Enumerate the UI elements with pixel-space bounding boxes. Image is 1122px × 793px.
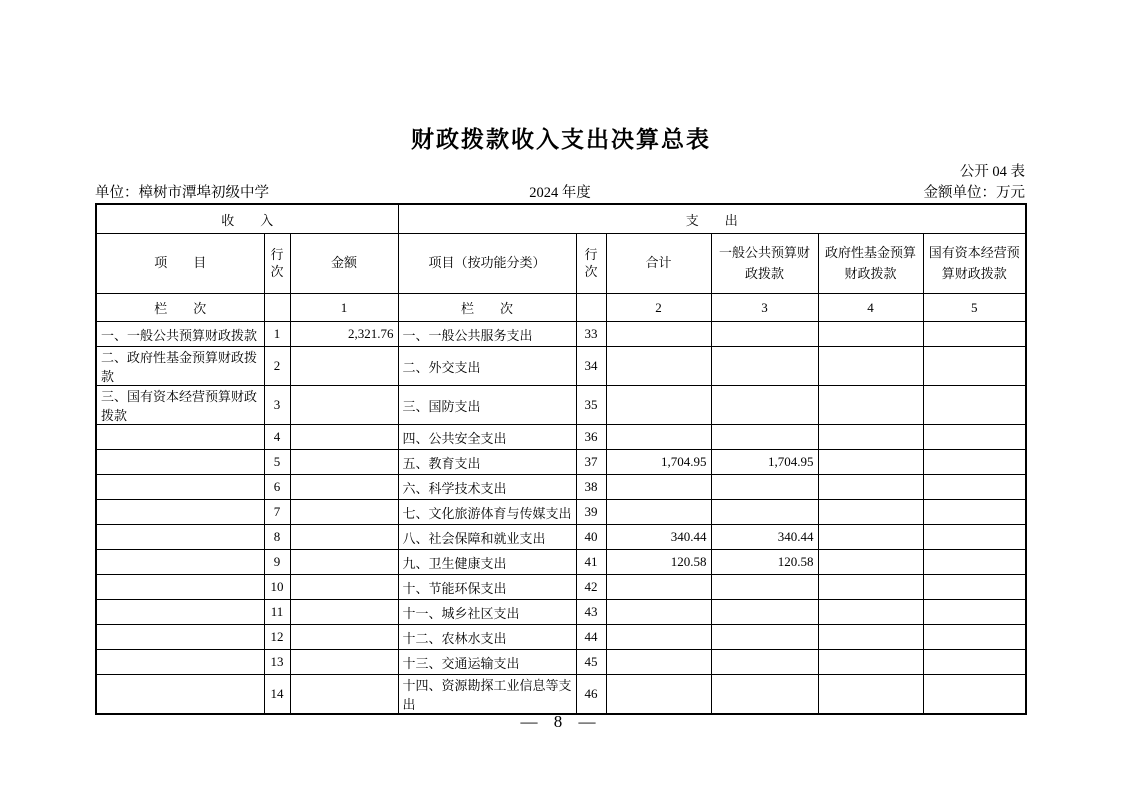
expense-capital-cell: [923, 650, 1026, 675]
expense-capital-cell: [923, 475, 1026, 500]
expense-item-cell: 六、科学技术支出: [398, 475, 576, 500]
expense-general-cell: [711, 600, 818, 625]
expense-capital-cell: [923, 347, 1026, 386]
expense-fund-cell: [818, 322, 923, 347]
income-item-cell: [96, 650, 264, 675]
income-item-cell: [96, 675, 264, 715]
income-line-cell: 13: [264, 650, 290, 675]
expense-line-cell: 35: [576, 386, 606, 425]
income-amount-header: 金额: [290, 234, 398, 294]
table-row: [96, 600, 1026, 625]
expense-line-cell: 45: [576, 650, 606, 675]
income-item-cell: 二、政府性基金预算财政拨款: [96, 347, 264, 386]
income-item-cell: [96, 575, 264, 600]
expense-fund-cell: [818, 475, 923, 500]
income-line-cell: 7: [264, 500, 290, 525]
expense-item-cell: 八、社会保障和就业支出: [398, 525, 576, 550]
expense-item-cell: 十三、交通运输支出: [398, 650, 576, 675]
expense-total-cell: [606, 575, 711, 600]
expense-fund-cell: [818, 600, 923, 625]
state-capital-index: 5: [923, 294, 1026, 322]
general-budget-header: 一般公共预算财政拨款: [711, 234, 818, 294]
income-line-header: 行次: [264, 234, 290, 294]
expense-capital-cell: [923, 550, 1026, 575]
income-amount-cell: [290, 600, 398, 625]
expense-total-cell: [606, 625, 711, 650]
income-amount-cell: [290, 625, 398, 650]
income-item-cell: [96, 600, 264, 625]
section-header-row: [96, 204, 1026, 234]
expense-line-cell: 42: [576, 575, 606, 600]
expense-total-cell: [606, 600, 711, 625]
table-row: [96, 425, 1026, 450]
total-index: 2: [606, 294, 711, 322]
expense-general-cell: [711, 425, 818, 450]
expense-item-cell: 十、节能环保支出: [398, 575, 576, 600]
income-item-cell: [96, 525, 264, 550]
expense-total-cell: 340.44: [606, 525, 711, 550]
expense-line-cell: 43: [576, 600, 606, 625]
income-line-cell: 11: [264, 600, 290, 625]
expense-capital-cell: [923, 500, 1026, 525]
expense-line-cell: 40: [576, 525, 606, 550]
income-amount-cell: [290, 450, 398, 475]
fiscal-summary-table: [95, 203, 1027, 715]
expense-item-cell: 七、文化旅游体育与传媒支出: [398, 500, 576, 525]
expense-total-cell: [606, 475, 711, 500]
expense-total-cell: [606, 386, 711, 425]
income-line-cell: 6: [264, 475, 290, 500]
expense-section-header: 支 出: [398, 204, 1026, 234]
column-index-row: [96, 294, 1026, 322]
expense-total-cell: [606, 347, 711, 386]
expense-total-cell: 1,704.95: [606, 450, 711, 475]
table-row: [96, 575, 1026, 600]
income-line-cell: 1: [264, 322, 290, 347]
table-row: [96, 525, 1026, 550]
expense-general-cell: [711, 675, 818, 715]
expense-line-cell: 34: [576, 347, 606, 386]
general-budget-index: 3: [711, 294, 818, 322]
expense-fund-cell: [818, 525, 923, 550]
income-section-header: 收 入: [96, 204, 398, 234]
income-item-cell: [96, 625, 264, 650]
expense-item-index: 栏 次: [398, 294, 576, 322]
expense-item-cell: 五、教育支出: [398, 450, 576, 475]
expense-item-cell: 九、卫生健康支出: [398, 550, 576, 575]
expense-total-cell: [606, 675, 711, 715]
expense-fund-cell: [818, 650, 923, 675]
income-line-cell: 3: [264, 386, 290, 425]
expense-total-cell: [606, 650, 711, 675]
expense-item-header: 项目（按功能分类）: [398, 234, 576, 294]
expense-general-cell: 120.58: [711, 550, 818, 575]
income-line-cell: 5: [264, 450, 290, 475]
expense-item-cell: 十四、资源勘探工业信息等支出: [398, 675, 576, 715]
expense-line-index: [576, 294, 606, 322]
expense-capital-cell: [923, 425, 1026, 450]
income-line-cell: 10: [264, 575, 290, 600]
expense-capital-cell: [923, 600, 1026, 625]
expense-capital-cell: [923, 450, 1026, 475]
table-row: [96, 347, 1026, 386]
expense-line-cell: 33: [576, 322, 606, 347]
expense-fund-cell: [818, 625, 923, 650]
expense-item-cell: 四、公共安全支出: [398, 425, 576, 450]
income-amount-cell: [290, 525, 398, 550]
expense-line-cell: 37: [576, 450, 606, 475]
expense-general-cell: [711, 386, 818, 425]
expense-fund-cell: [818, 450, 923, 475]
income-item-cell: 三、国有资本经营预算财政拨款: [96, 386, 264, 425]
expense-total-cell: [606, 322, 711, 347]
expense-item-cell: 十一、城乡社区支出: [398, 600, 576, 625]
expense-general-cell: 340.44: [711, 525, 818, 550]
income-line-index: [264, 294, 290, 322]
income-line-cell: 9: [264, 550, 290, 575]
income-amount-cell: 2,321.76: [290, 322, 398, 347]
amount-unit-label: 金额单位：万元: [923, 185, 1025, 201]
table-row: [96, 550, 1026, 575]
column-header-row: [96, 234, 1026, 294]
unit-label: 单位：樟树市潭埠初级中学: [95, 185, 269, 201]
income-amount-cell: [290, 475, 398, 500]
gov-fund-header: 政府性基金预算财政拨款: [818, 234, 923, 294]
income-amount-cell: [290, 675, 398, 715]
table-row: [96, 322, 1026, 347]
expense-general-cell: [711, 475, 818, 500]
expense-capital-cell: [923, 525, 1026, 550]
income-line-cell: 2: [264, 347, 290, 386]
expense-capital-cell: [923, 386, 1026, 425]
expense-item-cell: 一、一般公共服务支出: [398, 322, 576, 347]
table-row: [96, 450, 1026, 475]
expense-item-cell: 十二、农林水支出: [398, 625, 576, 650]
expense-line-cell: 44: [576, 625, 606, 650]
income-item-cell: [96, 425, 264, 450]
doc-code: 公开 04 表: [959, 164, 1025, 180]
table-row: [96, 386, 1026, 425]
meta-line: [95, 181, 1025, 201]
expense-fund-cell: [818, 675, 923, 715]
expense-line-header: 行次: [576, 234, 606, 294]
table-row: [96, 675, 1026, 715]
income-item-cell: [96, 450, 264, 475]
income-line-cell: 12: [264, 625, 290, 650]
income-item-header: 项 目: [96, 234, 264, 294]
page-number: — 8 —: [520, 712, 602, 731]
expense-general-cell: [711, 322, 818, 347]
table-row: [96, 500, 1026, 525]
expense-general-cell: 1,704.95: [711, 450, 818, 475]
page-title: 财政拨款收入支出决算总表: [411, 126, 711, 152]
table-row: [96, 650, 1026, 675]
expense-general-cell: [711, 500, 818, 525]
expense-fund-cell: [818, 386, 923, 425]
expense-general-cell: [711, 650, 818, 675]
income-amount-cell: [290, 650, 398, 675]
income-item-cell: [96, 475, 264, 500]
expense-item-cell: 二、外交支出: [398, 347, 576, 386]
expense-capital-cell: [923, 575, 1026, 600]
income-amount-index: 1: [290, 294, 398, 322]
income-amount-cell: [290, 386, 398, 425]
expense-fund-cell: [818, 500, 923, 525]
table-row: [96, 625, 1026, 650]
income-item-cell: [96, 500, 264, 525]
expense-total-cell: [606, 425, 711, 450]
income-amount-cell: [290, 550, 398, 575]
expense-total-cell: [606, 500, 711, 525]
income-amount-cell: [290, 575, 398, 600]
table-row: [96, 475, 1026, 500]
expense-general-cell: [711, 347, 818, 386]
expense-fund-cell: [818, 575, 923, 600]
expense-total-cell: 120.58: [606, 550, 711, 575]
income-amount-cell: [290, 347, 398, 386]
income-item-cell: 一、一般公共预算财政拨款: [96, 322, 264, 347]
expense-fund-cell: [818, 425, 923, 450]
income-line-cell: 8: [264, 525, 290, 550]
expense-capital-cell: [923, 675, 1026, 715]
expense-capital-cell: [923, 322, 1026, 347]
income-item-cell: [96, 550, 264, 575]
income-amount-cell: [290, 500, 398, 525]
expense-line-cell: 46: [576, 675, 606, 715]
expense-capital-cell: [923, 625, 1026, 650]
state-capital-header: 国有资本经营预算财政拨款: [923, 234, 1026, 294]
income-item-index: 栏 次: [96, 294, 264, 322]
expense-line-cell: 38: [576, 475, 606, 500]
expense-fund-cell: [818, 550, 923, 575]
expense-line-cell: 41: [576, 550, 606, 575]
period-label: 2024 年度: [529, 185, 591, 201]
income-amount-cell: [290, 425, 398, 450]
gov-fund-index: 4: [818, 294, 923, 322]
income-line-cell: 14: [264, 675, 290, 715]
expense-line-cell: 36: [576, 425, 606, 450]
expense-fund-cell: [818, 347, 923, 386]
total-header: 合计: [606, 234, 711, 294]
expense-line-cell: 39: [576, 500, 606, 525]
expense-item-cell: 三、国防支出: [398, 386, 576, 425]
expense-general-cell: [711, 625, 818, 650]
income-line-cell: 4: [264, 425, 290, 450]
expense-general-cell: [711, 575, 818, 600]
